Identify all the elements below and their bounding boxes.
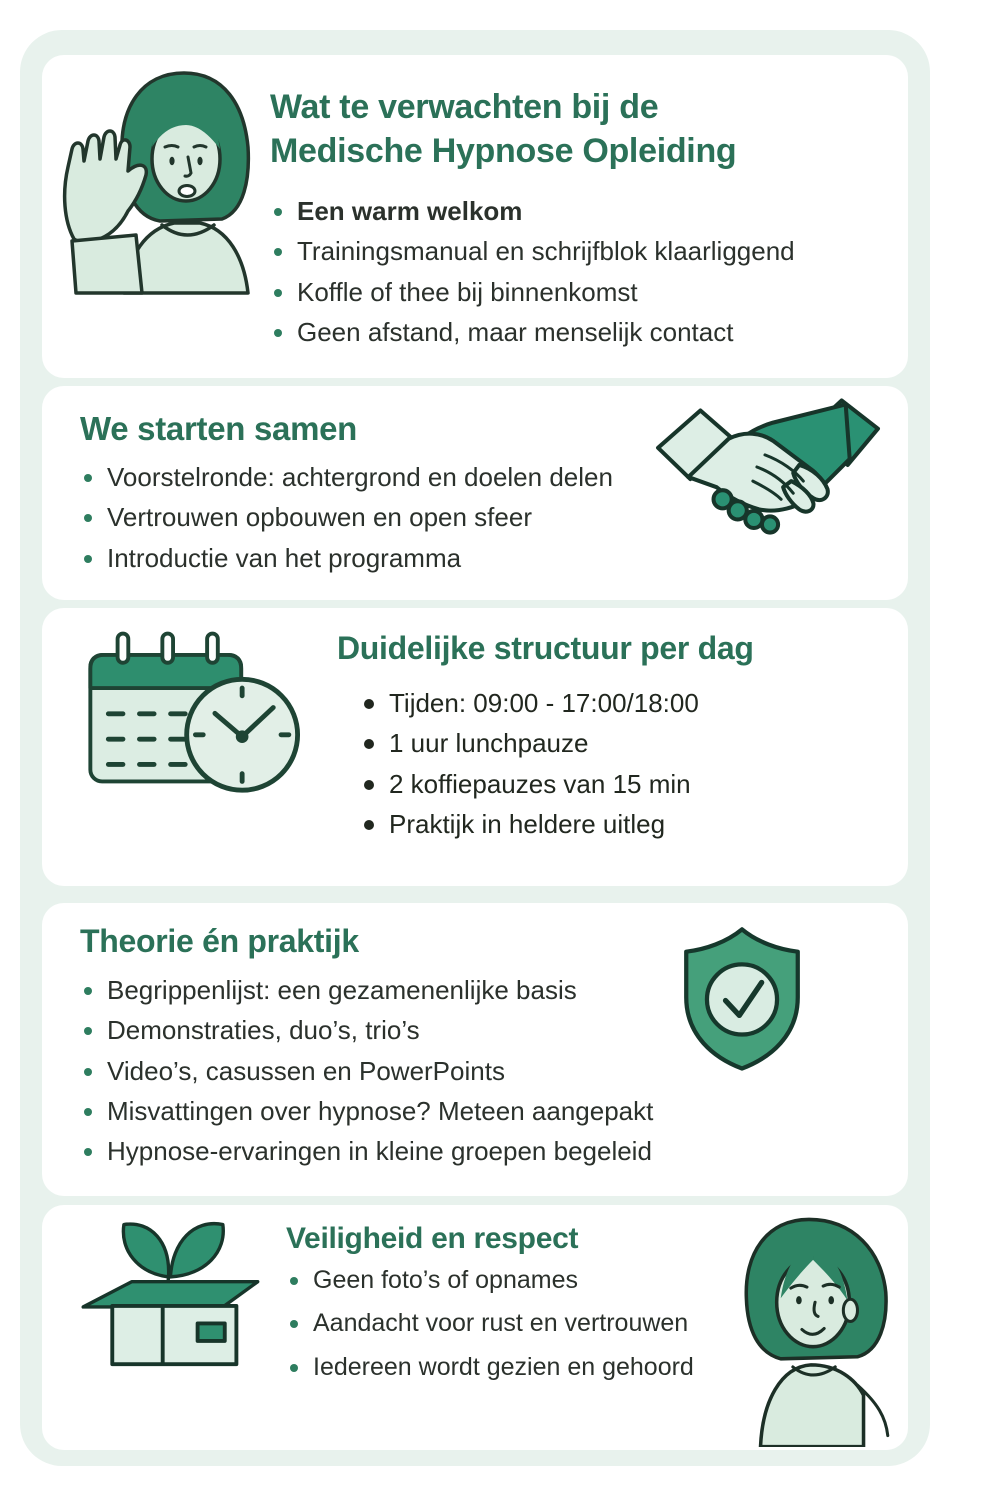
calendar-clock-icon xyxy=(76,618,310,798)
bullet-dot-icon xyxy=(290,1320,298,1328)
bullet-dot-icon xyxy=(274,329,282,337)
bullet-dot-icon xyxy=(84,555,92,563)
list-item: Voorstelronde: achtergrond en doelen delen xyxy=(84,464,613,491)
list-item: Video’s, casussen en PowerPoints xyxy=(84,1058,653,1085)
safety-list xyxy=(290,1267,694,1397)
section-card-start xyxy=(42,386,908,600)
waving-woman-illustration xyxy=(50,61,278,295)
section-title: Veiligheid en respect xyxy=(286,1222,579,1255)
list-item: Geen afstand, maar menselijk contact xyxy=(274,319,795,346)
bullet-dot-icon xyxy=(274,248,282,256)
section-card-theory xyxy=(42,903,908,1196)
theory-list xyxy=(84,977,653,1178)
list-item: Introductie van het programma xyxy=(84,545,613,572)
infographic-frame xyxy=(20,30,930,1466)
list-item: Een warm welkom xyxy=(274,198,795,225)
list-item: Koffle of thee bij binnenkomst xyxy=(274,279,795,306)
section-card-welcome xyxy=(42,55,908,378)
list-item: 2 koffiepauzes van 15 min xyxy=(364,771,699,798)
bullet-dot-icon xyxy=(274,289,282,297)
section-card-structure xyxy=(42,608,908,886)
welcome-list xyxy=(274,198,795,359)
bullet-dot-icon xyxy=(364,820,374,830)
list-item: Begrippenlijst: een gezamenenlijke basis xyxy=(84,977,653,1004)
list-item: Iedereen wordt gezien en gehoord xyxy=(290,1354,694,1380)
section-title: Wat te verwachten bij de Medische Hypnose Opleiding xyxy=(270,88,737,171)
list-item: Demonstraties, duo’s, trio’s xyxy=(84,1017,653,1044)
list-item: Praktijk in heldere uitleg xyxy=(364,811,699,838)
list-item: Tijden: 09:00 - 17:00/18:00 xyxy=(364,690,699,717)
handshake-icon xyxy=(652,392,884,544)
bullet-dot-icon xyxy=(84,987,92,995)
start-list xyxy=(84,464,613,585)
bullet-dot-icon xyxy=(364,780,374,790)
section-title: Duidelijke structuur per dag xyxy=(337,630,754,666)
bullet-dot-icon xyxy=(84,1027,92,1035)
list-item: 1 uur lunchpauze xyxy=(364,730,699,757)
smiling-woman-illustration xyxy=(708,1209,910,1447)
structure-list xyxy=(364,690,699,851)
bullet-dot-icon xyxy=(364,699,374,709)
section-card-safety xyxy=(42,1205,908,1450)
bullet-dot-icon xyxy=(84,514,92,522)
list-item: Geen foto’s of opnames xyxy=(290,1267,694,1293)
list-item: Hypnose-ervaringen in kleine groepen begeleid xyxy=(84,1138,653,1165)
bullet-dot-icon xyxy=(84,474,92,482)
bullet-dot-icon xyxy=(84,1068,92,1076)
section-title: We starten samen xyxy=(80,410,358,447)
bullet-dot-icon xyxy=(84,1148,92,1156)
bullet-dot-icon xyxy=(274,208,282,216)
bullet-dot-icon xyxy=(84,1108,92,1116)
bullet-dot-icon xyxy=(364,739,374,749)
bullet-dot-icon xyxy=(290,1364,298,1372)
list-item: Vertrouwen opbouwen en open sfeer xyxy=(84,504,613,531)
list-item: Misvattingen over hypnose? Meteen aangepakt xyxy=(84,1098,653,1125)
section-title: Theorie én praktijk xyxy=(80,923,359,959)
list-item: Aandacht voor rust en vertrouwen xyxy=(290,1310,694,1336)
list-item: Trainingsmanual en schrijfblok klaarliggend xyxy=(274,238,795,265)
gift-box-plant-icon xyxy=(68,1209,270,1369)
bullet-dot-icon xyxy=(290,1277,298,1285)
shield-check-icon xyxy=(672,923,812,1077)
